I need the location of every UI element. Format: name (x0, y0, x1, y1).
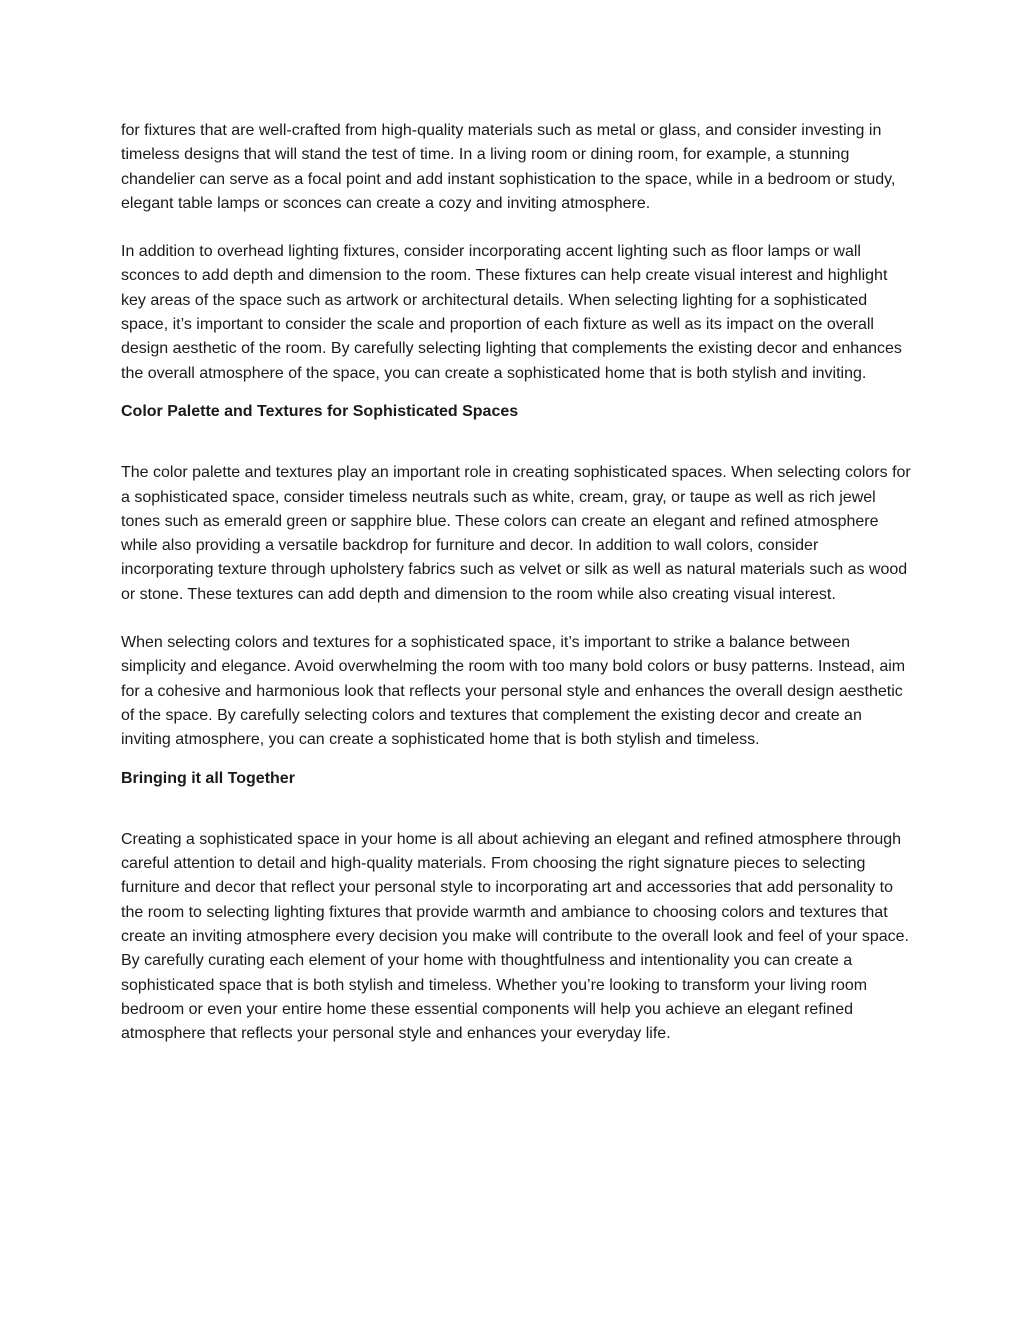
document-page (121, 119, 911, 1071)
paragraph-lighting-fixtures: for fixtures that are well-crafted from high-quality materials such as metal or glass, and consider investing in timeless designs that will stand the test of time. In a living room or dining room, for example, a stunning chandelier can serve as a focal point and add instant sophistication to the space, while in a bedroom or study, elegant table lamps or sconces can create a cozy and inviting atmosphere. (121, 122, 896, 212)
paragraph-conclusion: Creating a sophisticated space in your home is all about achieving an elegant and refined atmosphere through careful attention to detail and high-quality materials. From choosing the right signature pieces to selecting furniture and decor that reflect your personal style to incorporating art and accessories that add personality to the room to selecting lighting fixtures that provide warmth and ambiance to choosing colors and textures that create an inviting atmosphere every decision you make will contribute to the overall look and feel of your space. By carefully curating each element of your home with thoughtfulness and intentionality you can create a sophisticated space that is both stylish and timeless. Whether you’re looking to transform your living room bedroom or even your entire home these essential components will help you achieve an elegant refined atmosphere that reflects your personal style and enhances your everyday life. (121, 830, 909, 1043)
section-heading-bringing-together: Bringing it all Together (121, 769, 295, 787)
paragraph-accent-lighting: In addition to overhead lighting fixtures, consider incorporating accent lighting such as floor lamps or wall sconces to add depth and dimension to the room. These fixtures can help create visual interest and highlight key areas of the space such as artwork or architectural details. When selecting lighting for a sophisticated space, it’s important to consider the scale and proportion of each fixture as well as its impact on the overall design aesthetic of the room. By carefully selecting lighting that complements the existing decor and enhances the overall atmosphere of the space, you can create a sophisticated home that is both stylish and inviting. (121, 243, 902, 382)
paragraph-color-palette: The color palette and textures play an important role in creating sophisticated spaces. When selecting colors for a sophisticated space, consider timeless neutrals such as white, cream, gray, or taupe as well as rich jewel tones such as emerald green or sapphire blue. These colors can create an elegant and refined atmosphere while also providing a versatile backdrop for furniture and decor. In addition to wall colors, consider incorporating texture through upholstery fabrics such as velvet or silk as well as natural materials such as wood or stone. These textures can add depth and dimension to the room while also creating visual interest. (121, 464, 911, 603)
section-heading-color-palette: Color Palette and Textures for Sophisticated Spaces (121, 402, 519, 420)
paragraph-color-balance: When selecting colors and textures for a sophisticated space, it’s important to strike a balance between simplicity and elegance. Avoid overwhelming the room with too many bold colors or busy patterns. Instead, aim for a cohesive and harmonious look that reflects your personal style and enhances the overall design aesthetic of the space. By carefully selecting colors and textures that complement the existing decor and create an inviting atmosphere, you can create a sophisticated home that is both stylish and timeless. (121, 634, 906, 749)
